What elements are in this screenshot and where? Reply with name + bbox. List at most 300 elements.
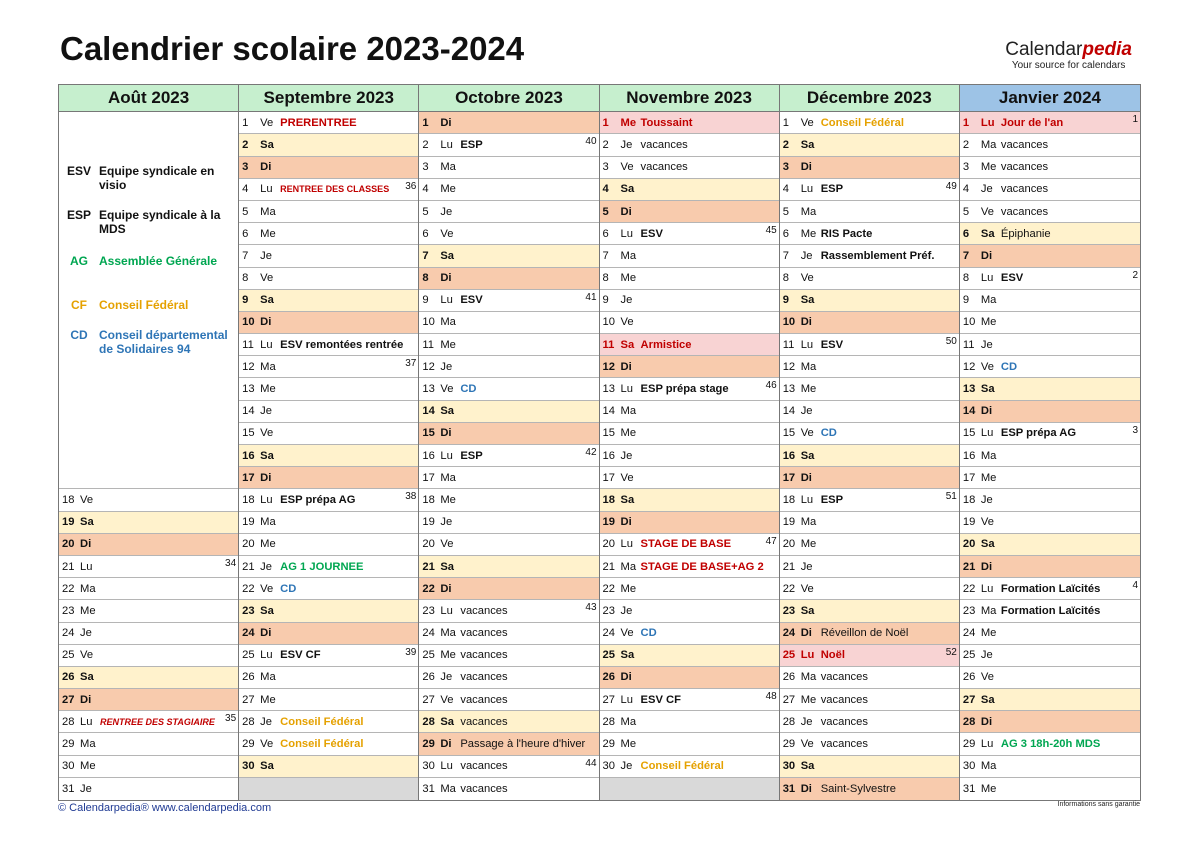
day-event: ESP [820, 183, 844, 196]
day-row[interactable] [59, 778, 238, 800]
day-number: 16 [782, 449, 796, 462]
day-row[interactable] [600, 179, 779, 201]
day-row[interactable] [239, 134, 418, 156]
week-number: 1 [1132, 114, 1139, 126]
weekday: Di [260, 316, 272, 329]
weekday: Di [800, 316, 812, 329]
day-row[interactable] [780, 534, 959, 556]
day-row[interactable] [419, 201, 598, 223]
day-row[interactable] [600, 445, 779, 467]
day-row[interactable] [419, 756, 598, 778]
day-event: Saint-Sylvestre [820, 782, 896, 795]
weekday: Je [440, 205, 453, 218]
legend-label: Equipe syndicale en visio [99, 164, 215, 193]
legend-item [59, 164, 237, 192]
day-number: 30 [242, 760, 255, 773]
day-row[interactable] [960, 423, 1140, 445]
day-number: 4 [602, 183, 609, 196]
day-row[interactable] [960, 778, 1140, 800]
day-number: 7 [602, 249, 609, 262]
day-event: Formation Laïcités [1000, 582, 1101, 595]
day-event: Formation Laïcités [1000, 604, 1101, 617]
weekday: Lu [800, 183, 814, 196]
day-number: 27 [422, 693, 435, 706]
day-row[interactable] [600, 534, 779, 556]
day-row[interactable] [960, 556, 1140, 578]
day-row[interactable] [600, 334, 779, 356]
day-number: 8 [602, 272, 609, 285]
day-number: 24 [62, 627, 75, 640]
day-event: Réveillon de Noël [820, 627, 909, 640]
week-number: 43 [585, 602, 597, 614]
weekday: Ma [800, 360, 817, 373]
day-number: 30 [422, 760, 435, 773]
day-row[interactable] [600, 556, 779, 578]
day-number: 10 [602, 316, 615, 329]
day-row[interactable] [239, 645, 418, 667]
day-row[interactable] [239, 378, 418, 400]
weekday: Lu [440, 294, 453, 307]
weekday: Lu [980, 116, 995, 129]
month-header[interactable]: Novembre 2023 [600, 84, 779, 112]
day-row[interactable] [239, 401, 418, 423]
day-row[interactable] [960, 378, 1140, 400]
day-row[interactable] [239, 157, 418, 179]
day-row[interactable] [780, 290, 959, 312]
day-row[interactable] [419, 423, 598, 445]
day-row[interactable] [780, 423, 959, 445]
weekday: Lu [80, 560, 93, 573]
day-row[interactable] [960, 445, 1140, 467]
day-row[interactable] [780, 578, 959, 600]
footer-copyright[interactable]: © Calendarpedia® www.calendarpedia.com [58, 802, 272, 814]
day-row[interactable] [239, 733, 418, 755]
day-row[interactable] [419, 290, 598, 312]
day-row[interactable] [960, 489, 1140, 511]
day-row[interactable] [780, 356, 959, 378]
day-row[interactable] [780, 179, 959, 201]
day-row[interactable] [239, 179, 418, 201]
day-row[interactable] [960, 689, 1140, 711]
day-number: 6 [602, 227, 609, 240]
week-number: 36 [405, 180, 417, 192]
day-row[interactable] [239, 445, 418, 467]
day-row[interactable] [600, 201, 779, 223]
day-row[interactable] [419, 556, 598, 578]
day-number: 27 [62, 693, 75, 706]
weekday: Lu [800, 338, 814, 351]
day-row[interactable] [239, 423, 418, 445]
day-row[interactable] [960, 667, 1140, 689]
day-event: AG 1 JOURNEE [280, 560, 364, 573]
day-number: 7 [962, 249, 970, 262]
weekday: Lu [620, 383, 633, 396]
day-number: 3 [782, 161, 789, 174]
day-row[interactable] [960, 312, 1140, 334]
day-row[interactable] [600, 489, 779, 511]
day-row[interactable] [960, 600, 1140, 622]
day-row[interactable] [780, 556, 959, 578]
day-row[interactable] [960, 245, 1140, 267]
day-row[interactable] [59, 512, 238, 534]
weekday: Ma [620, 715, 637, 728]
weekday: Me [980, 471, 997, 484]
day-number: 26 [962, 671, 976, 684]
day-row[interactable] [239, 489, 418, 511]
day-row[interactable] [600, 467, 779, 489]
day-row[interactable] [780, 689, 959, 711]
day-row[interactable] [600, 112, 779, 134]
day-number: 19 [782, 516, 796, 529]
day-number: 28 [962, 715, 976, 728]
day-row[interactable] [419, 578, 598, 600]
day-number: 18 [242, 493, 255, 506]
day-row[interactable] [419, 645, 598, 667]
day-row[interactable] [960, 290, 1140, 312]
weekday: Je [620, 604, 633, 617]
month-header[interactable]: Octobre 2023 [419, 84, 598, 112]
weekday: Lu [260, 338, 273, 351]
month-header[interactable]: Janvier 2024 [960, 84, 1140, 112]
day-row[interactable] [59, 711, 238, 733]
day-row[interactable] [59, 645, 238, 667]
day-event: CD [460, 383, 477, 396]
day-row[interactable] [960, 112, 1140, 134]
weekday: Ve [800, 582, 814, 595]
day-row[interactable] [239, 534, 418, 556]
day-row[interactable] [780, 268, 959, 290]
day-row[interactable] [600, 667, 779, 689]
day-number: 5 [242, 205, 249, 218]
day-number: 2 [962, 138, 970, 151]
day-number: 1 [602, 116, 609, 129]
weekday: Ve [260, 738, 274, 751]
weekday: Sa [440, 715, 455, 728]
day-row[interactable] [239, 667, 418, 689]
weekday: Sa [800, 294, 815, 307]
day-row[interactable] [600, 268, 779, 290]
day-row[interactable] [59, 733, 238, 755]
day-row[interactable] [59, 578, 238, 600]
day-row[interactable] [780, 223, 959, 245]
weekday: Me [260, 693, 276, 706]
day-row[interactable] [419, 378, 598, 400]
day-row[interactable] [780, 334, 959, 356]
day-number: 24 [422, 627, 435, 640]
day-event: vacances [460, 715, 508, 728]
day-number: 22 [602, 582, 615, 595]
day-number: 10 [782, 316, 796, 329]
day-number: 28 [602, 715, 615, 728]
day-row[interactable] [239, 512, 418, 534]
day-row[interactable] [960, 623, 1140, 645]
week-number: 34 [225, 557, 237, 569]
weekday: Ve [980, 671, 994, 684]
week-number: 35 [225, 713, 237, 725]
weekday: Je [980, 338, 993, 351]
week-number: 41 [585, 291, 597, 303]
day-row[interactable] [419, 334, 598, 356]
day-row[interactable] [239, 756, 418, 778]
day-number: 11 [962, 338, 975, 351]
day-number: 29 [962, 738, 976, 751]
day-row[interactable] [960, 157, 1140, 179]
day-row[interactable] [780, 711, 959, 733]
day-row[interactable] [960, 356, 1140, 378]
day-row[interactable] [419, 268, 598, 290]
month-column [600, 84, 780, 800]
day-row[interactable] [419, 733, 598, 755]
day-row[interactable] [960, 645, 1140, 667]
day-row[interactable] [419, 157, 598, 179]
week-number: 48 [765, 691, 777, 703]
day-row[interactable] [600, 378, 779, 400]
day-row[interactable] [960, 756, 1140, 778]
day-row[interactable] [780, 756, 959, 778]
day-row[interactable] [59, 756, 238, 778]
day-row[interactable] [780, 157, 959, 179]
day-row[interactable] [960, 711, 1140, 733]
weekday: Ve [980, 516, 994, 529]
day-row[interactable] [960, 268, 1140, 290]
day-number: 26 [602, 671, 615, 684]
day-row[interactable] [600, 756, 779, 778]
day-row[interactable] [780, 733, 959, 755]
day-number: 23 [62, 604, 75, 617]
day-row[interactable] [59, 600, 238, 622]
day-number: 19 [602, 516, 615, 529]
weekday: Lu [440, 604, 453, 617]
day-row[interactable] [419, 711, 598, 733]
day-row[interactable] [960, 578, 1140, 600]
day-number: 13 [422, 383, 435, 396]
day-number: 10 [242, 316, 255, 329]
weekday: Di [440, 427, 452, 440]
day-row[interactable] [239, 290, 418, 312]
day-number: 31 [422, 782, 435, 795]
day-number: 2 [242, 138, 249, 151]
day-row[interactable] [239, 556, 418, 578]
day-row[interactable] [960, 512, 1140, 534]
day-row[interactable] [419, 356, 598, 378]
day-number: 15 [602, 427, 615, 440]
day-row[interactable] [960, 223, 1140, 245]
day-row[interactable] [600, 711, 779, 733]
day-row[interactable] [59, 556, 238, 578]
day-row[interactable] [419, 512, 598, 534]
day-row[interactable] [419, 223, 598, 245]
day-row[interactable] [780, 378, 959, 400]
weekday: Me [800, 538, 817, 551]
day-row[interactable] [960, 334, 1140, 356]
day-row[interactable] [960, 179, 1140, 201]
weekday: Sa [440, 405, 455, 418]
day-number: 21 [62, 560, 75, 573]
day-row[interactable] [600, 423, 779, 445]
day-row[interactable] [780, 201, 959, 223]
day-number: 22 [242, 582, 255, 595]
day-row[interactable] [960, 733, 1140, 755]
day-row[interactable] [59, 667, 238, 689]
legend-code: ESV [66, 164, 91, 179]
day-number: 21 [422, 560, 435, 573]
weekday: Me [980, 161, 997, 174]
day-row[interactable] [419, 245, 598, 267]
day-row[interactable] [600, 600, 779, 622]
weekday: Ve [80, 493, 94, 506]
day-row[interactable] [600, 512, 779, 534]
empty-cell [239, 778, 418, 800]
day-row[interactable] [960, 134, 1140, 156]
day-event: vacances [640, 161, 688, 174]
day-number: 27 [242, 693, 255, 706]
day-row[interactable] [239, 711, 418, 733]
day-row[interactable] [780, 445, 959, 467]
month-days [600, 112, 779, 800]
weekday: Ve [80, 649, 94, 662]
weekday: Ve [440, 693, 454, 706]
day-row[interactable] [419, 689, 598, 711]
day-row[interactable] [419, 179, 598, 201]
day-row[interactable] [780, 467, 959, 489]
day-row[interactable] [780, 312, 959, 334]
day-number: 5 [422, 205, 429, 218]
day-event: ESV [1000, 272, 1024, 285]
day-row[interactable] [600, 623, 779, 645]
day-row[interactable] [600, 245, 779, 267]
day-number: 9 [962, 294, 970, 307]
day-row[interactable] [239, 356, 418, 378]
day-event: STAGE DE BASE [640, 538, 732, 551]
day-row[interactable] [239, 245, 418, 267]
day-row[interactable] [780, 134, 959, 156]
day-row[interactable] [780, 623, 959, 645]
legend [59, 112, 238, 489]
day-number: 31 [962, 782, 976, 795]
day-event: Rassemblement Préf. [820, 249, 935, 262]
day-row[interactable] [419, 467, 598, 489]
weekday: Me [440, 493, 456, 506]
day-row[interactable] [419, 600, 598, 622]
day-number: 4 [782, 183, 789, 196]
day-row[interactable] [600, 689, 779, 711]
day-row[interactable] [960, 534, 1140, 556]
day-row[interactable] [419, 667, 598, 689]
day-number: 25 [962, 649, 976, 662]
day-row[interactable] [780, 667, 959, 689]
day-row[interactable] [780, 401, 959, 423]
day-number: 29 [602, 738, 615, 751]
day-row[interactable] [239, 223, 418, 245]
day-row[interactable] [600, 223, 779, 245]
day-number: 7 [782, 249, 789, 262]
day-row[interactable] [239, 600, 418, 622]
day-event: Conseil Fédéral [640, 760, 724, 773]
day-row[interactable] [239, 201, 418, 223]
day-row[interactable] [59, 534, 238, 556]
legend-label: Conseil départemental de Solidaires 94 [99, 328, 228, 357]
day-row[interactable] [960, 401, 1140, 423]
day-row[interactable] [419, 778, 598, 800]
weekday: Me [80, 760, 96, 773]
day-row[interactable] [419, 112, 598, 134]
day-number: 19 [962, 516, 976, 529]
day-row[interactable] [239, 623, 418, 645]
brand-logo[interactable] [1005, 40, 1132, 71]
day-row[interactable] [600, 401, 779, 423]
day-row[interactable] [600, 157, 779, 179]
day-row[interactable] [239, 312, 418, 334]
day-row[interactable] [600, 290, 779, 312]
day-row[interactable] [239, 578, 418, 600]
day-row[interactable] [239, 112, 418, 134]
day-row[interactable] [600, 356, 779, 378]
day-row[interactable] [960, 467, 1140, 489]
day-row[interactable] [419, 401, 598, 423]
weekday: Sa [80, 671, 94, 684]
day-row[interactable] [239, 467, 418, 489]
weekday: Di [260, 471, 272, 484]
day-row[interactable] [780, 778, 959, 800]
day-row[interactable] [419, 445, 598, 467]
day-row[interactable] [600, 645, 779, 667]
day-row[interactable] [600, 733, 779, 755]
month-header[interactable]: Décembre 2023 [780, 84, 959, 112]
day-row[interactable] [239, 334, 418, 356]
day-row[interactable] [59, 489, 238, 511]
day-event: Toussaint [640, 116, 693, 129]
day-number: 2 [782, 138, 789, 151]
day-number: 3 [422, 161, 429, 174]
day-event: ESV remontées rentrée [280, 338, 404, 351]
day-row[interactable] [780, 645, 959, 667]
day-number: 21 [962, 560, 976, 573]
day-row[interactable] [600, 134, 779, 156]
day-row[interactable] [780, 512, 959, 534]
day-row[interactable] [239, 268, 418, 290]
day-row[interactable] [780, 245, 959, 267]
month-header[interactable]: Septembre 2023 [239, 84, 418, 112]
day-event: ESP [460, 449, 483, 462]
day-event: vacances [820, 738, 868, 751]
weekday: Ma [440, 782, 456, 795]
day-row[interactable] [780, 600, 959, 622]
day-row[interactable] [600, 578, 779, 600]
day-row[interactable] [419, 312, 598, 334]
day-row[interactable] [780, 112, 959, 134]
weekday: Me [260, 383, 276, 396]
day-row[interactable] [419, 534, 598, 556]
day-row[interactable] [59, 689, 238, 711]
day-row[interactable] [419, 623, 598, 645]
day-number: 30 [602, 760, 615, 773]
day-number: 26 [782, 671, 796, 684]
month-header[interactable]: Août 2023 [59, 84, 238, 112]
day-row[interactable] [239, 689, 418, 711]
day-number: 5 [782, 205, 789, 218]
day-row[interactable] [419, 134, 598, 156]
day-row[interactable] [419, 489, 598, 511]
day-event: PRERENTREE [280, 116, 357, 129]
day-number: 18 [62, 493, 75, 506]
day-row[interactable] [780, 489, 959, 511]
day-row[interactable] [59, 623, 238, 645]
day-row[interactable] [960, 201, 1140, 223]
day-number: 6 [962, 227, 970, 240]
weekday: Lu [260, 183, 273, 196]
day-row[interactable] [600, 312, 779, 334]
day-event: vacances [460, 693, 508, 706]
